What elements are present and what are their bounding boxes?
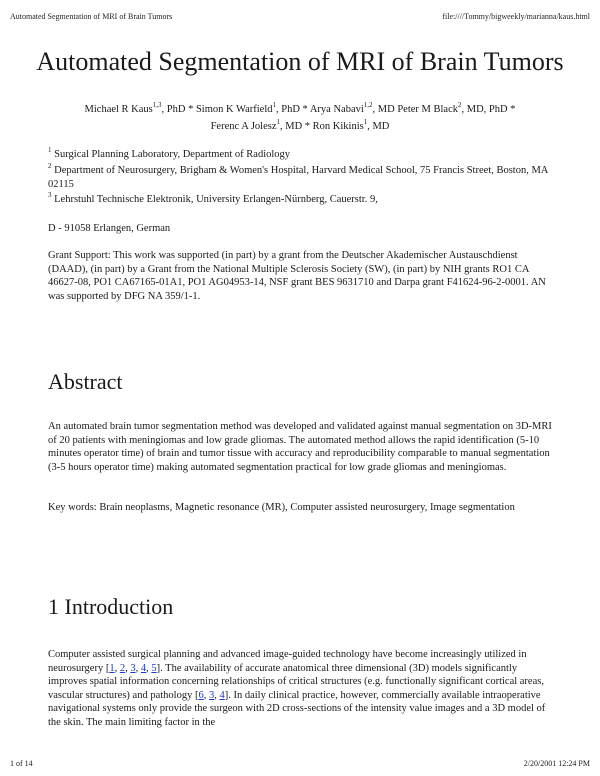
print-timestamp: 2/20/2001 12:24 PM — [523, 759, 590, 768]
affiliation-sup: 1,3 — [152, 101, 162, 109]
affiliation-sup: 1 — [272, 101, 276, 109]
citation-link[interactable]: 4 — [140, 662, 147, 674]
author-name: , PhD * Arya Nabavi — [276, 104, 364, 115]
affiliation-sup: 1,2 — [363, 101, 373, 109]
citation-link[interactable]: 1 — [109, 662, 115, 674]
affiliation — [48, 148, 553, 162]
browser-page-title: Automated Segmentation of MRI of Brain Tumors — [10, 12, 173, 21]
affiliation — [48, 193, 553, 207]
affiliation-sup: 1 — [363, 118, 368, 126]
affiliation-text: Surgical Planning Laboratory, Department of Radiology — [51, 149, 291, 160]
browser-file-url: file:////Tommy/bigweekly/marianna/kaus.html — [442, 12, 590, 21]
author-name: , MD Peter M Black — [372, 104, 458, 115]
affiliation-number: 2 — [48, 162, 52, 170]
citation-link[interactable]: 3 — [130, 662, 136, 674]
introduction-heading: 1 Introduction — [48, 594, 174, 619]
affiliation-number: 3 — [48, 191, 52, 199]
citation-link[interactable]: 4 — [219, 689, 225, 701]
affiliation-number: 1 — [48, 146, 52, 154]
introduction-paragraph — [48, 648, 553, 729]
author-name: , MD — [367, 121, 390, 132]
affiliation-sup: 2 — [457, 101, 462, 109]
citation-separator: , — [146, 662, 152, 674]
body-text: ]. In daily clinical practice, however, commercially available intraoperative navigational systems only provide the surgeon with 2D cross-sections of the intensity value images and a 3D model of the skin. The main limiting factor in the — [48, 689, 546, 728]
citation-separator: , — [125, 662, 131, 674]
affiliation-text: Department of Neurosurgery, Brigham & Women's Hospital, Harvard Medical School, 75 Francis Street, Boston, MA 02115 — [48, 165, 548, 190]
abstract-heading: Abstract — [48, 369, 123, 394]
citation-separator: , — [135, 662, 141, 674]
body-text: ]. The availability of accurate anatomical three dimensional (3D) models significantly improves spatial information concerning relationships of critical structures (e.g. functionally significant cortical areas, vascular structures) and pathology [ — [48, 662, 544, 701]
affiliation-sup: 1 — [276, 118, 280, 126]
paper-title: Automated Segmentation of MRI of Brain Tumors — [36, 47, 564, 76]
affiliation — [48, 164, 553, 191]
body-text: Computer assisted surgical planning and advanced image-guided technology have become increasingly utilized in neurosurgery [ — [48, 649, 527, 674]
affiliation-text: Lehrstuhl Technische Elektronik, University Erlangen-Nürnberg, Cauerstr. 9, — [51, 194, 378, 205]
citation-separator: , — [203, 689, 209, 701]
citation-separator: , — [114, 662, 120, 674]
citation-link[interactable]: 3 — [208, 689, 215, 701]
citation-link[interactable]: 6 — [198, 689, 204, 701]
keywords: Key words: Brain neoplasms, Magnetic resonance (MR), Computer assisted neurosurgery, Image segmentation — [48, 502, 515, 513]
citation-separator: , — [214, 689, 220, 701]
page-count: 1 of 14 — [10, 759, 33, 768]
author-name: Ferenc A Jolesz — [210, 121, 277, 132]
address-line: D - 91058 Erlangen, German — [48, 223, 171, 234]
author-name: , MD * Ron Kikinis — [280, 121, 364, 132]
author-list — [40, 101, 560, 135]
abstract-text: An automated brain tumor segmentation method was developed and validated against manual segmentation on 3D-MRI of 20 patients with meningiomas and low grade gliomas. The automated method allows the rapid identification (5-10 minutes operator time) of brain and tumor tissue with accuracy and reproducibility comparable to manual segmentation (3-5 hours operator time) making automated segmentation practical for low grade gliomas and meningiomas. — [48, 421, 552, 473]
grant-support: Grant Support: This work was supported (in part) by a grant from the Deutscher Akademischer Austauschdienst (DAAD), (in part) by a Grant from the National Multiple Sclerosis Society (SW), (in part) by NIH grants RO1 CA 46627-08, PO1 CA67165-01A1, PO1 AG04953-14, NSF grant BES 9631710 and Darpa grant F41624-96-2-0001. AN was supported by DFG NA 359/1-1. — [48, 250, 546, 302]
author-name: , MD, PhD * — [461, 104, 516, 115]
citation-link[interactable]: 5 — [151, 662, 157, 674]
author-name: , PhD * Simon K Warfield — [161, 104, 273, 115]
citation-link[interactable]: 2 — [119, 662, 126, 674]
author-name: Michael R Kaus — [84, 104, 153, 115]
